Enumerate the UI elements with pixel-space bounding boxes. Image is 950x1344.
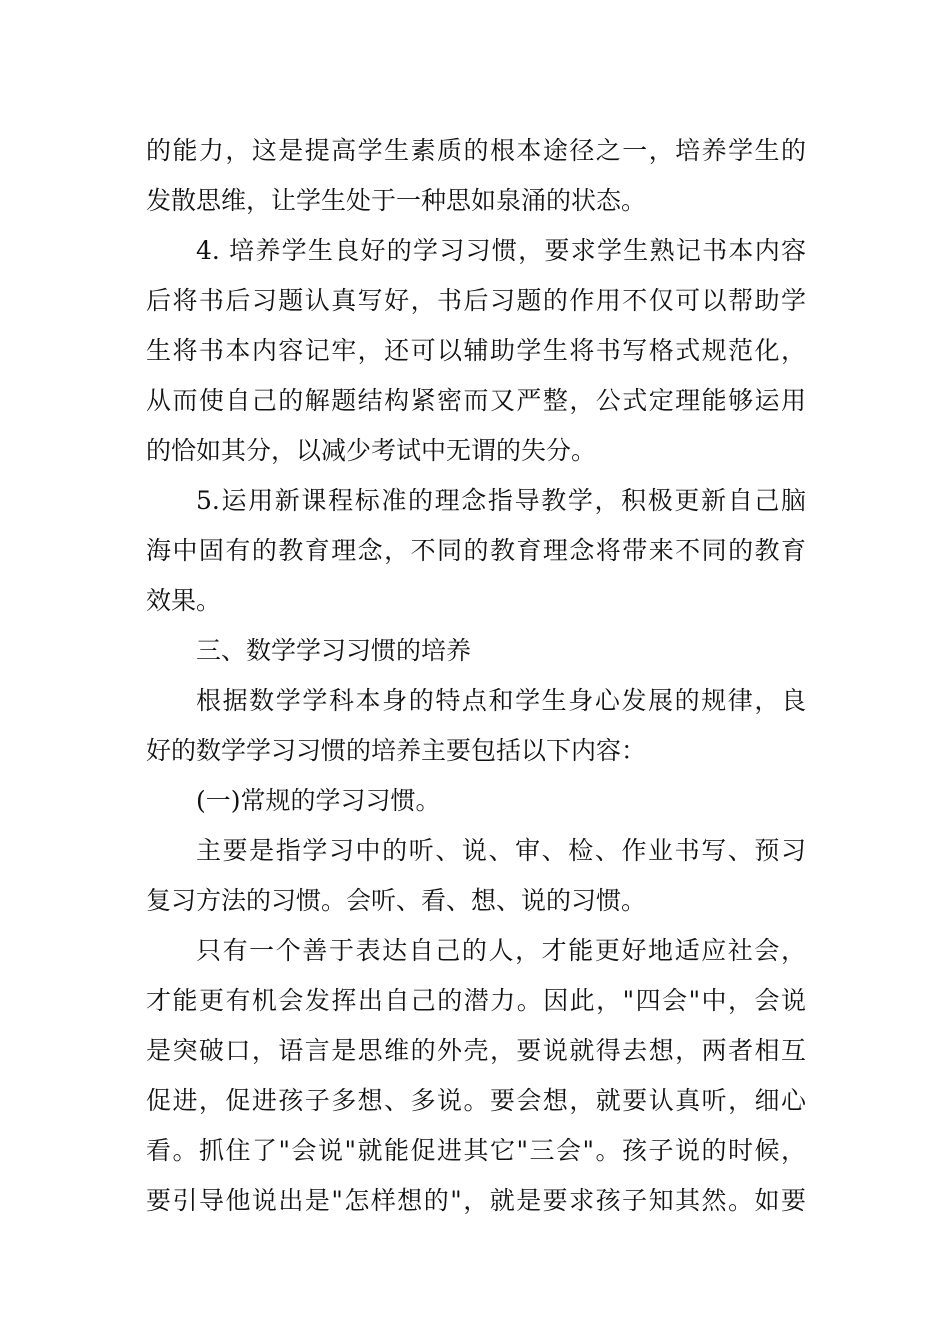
body-text-line: 生将书本内容记牢，还可以辅助学生将书写格式规范化， (146, 336, 806, 365)
body-text-line: 好的数学学习习惯的培养主要包括以下内容： (146, 736, 647, 765)
body-text-line: 主要是指学习中的听、说、审、检、作业书写、预习 (196, 836, 806, 865)
body-text-line: 只有一个善于表达自己的人，才能更好地适应社会， (196, 936, 806, 965)
body-text-line: 根据数学学科本身的特点和学生身心发展的规律，良 (196, 686, 806, 715)
body-text-line: 促进，促进孩子多想、多说。要会想，就要认真听，细心 (146, 1086, 806, 1115)
body-text-line: 发散思维，让学生处于一种思如泉涌的状态。 (146, 186, 647, 215)
section-heading: 三、数学学习习惯的培养 (196, 636, 472, 665)
body-text-line: 5.运用新课程标准的理念指导教学，积极更新自己脑 (196, 486, 806, 515)
body-text-line: 才能更有机会发挥出自己的潜力。因此，"四会"中，会说 (146, 986, 806, 1015)
body-text-line: 效果。 (146, 586, 222, 615)
body-text-line: 从而使自己的解题结构紧密而又严整，公式定理能够运用 (146, 386, 806, 415)
body-text-line: 是突破口，语言是思维的外壳，要说就得去想，两者相互 (146, 1036, 806, 1065)
body-text-line: 看。抓住了"会说"就能促进其它"三会"。孩子说的时候， (146, 1136, 806, 1165)
body-text-line: 要引导他说出是"怎样想的"，就是要求孩子知其然。如要 (146, 1186, 806, 1215)
body-text-line: 后将书后习题认真写好，书后习题的作用不仅可以帮助学 (146, 286, 806, 315)
body-text-line: 的恰如其分，以减少考试中无谓的失分。 (146, 436, 597, 465)
subsection-heading: (一)常规的学习习惯。 (196, 786, 441, 815)
body-text-line: 的能力，这是提高学生素质的根本途径之一，培养学生的 (146, 136, 806, 165)
body-text-line: 海中固有的教育理念，不同的教育理念将带来不同的教育 (146, 536, 806, 565)
body-text-line: 4. 培养学生良好的学习习惯，要求学生熟记书本内容 (196, 236, 806, 265)
body-text-line: 复习方法的习惯。会听、看、想、说的习惯。 (146, 886, 647, 915)
